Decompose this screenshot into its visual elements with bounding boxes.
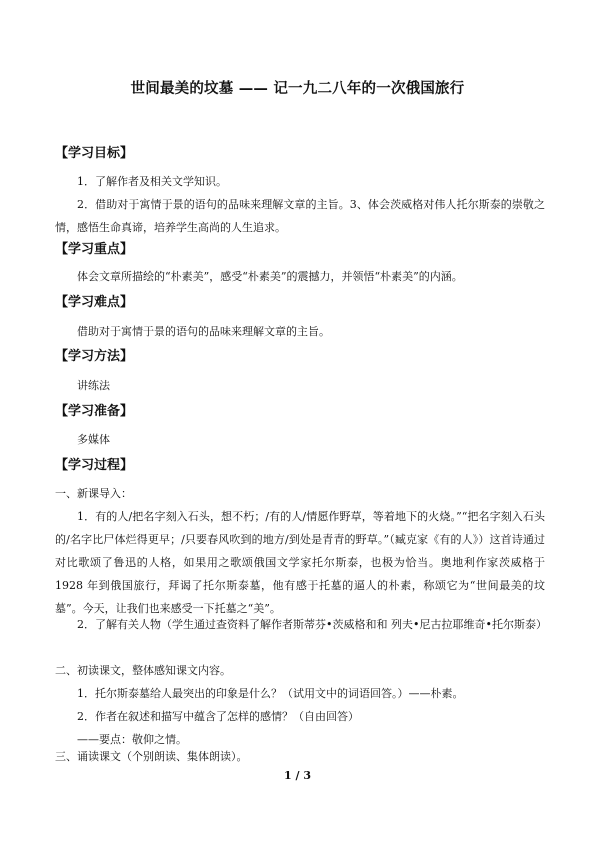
answer-2: ——要点：敬仰之情。 xyxy=(77,733,187,746)
method-text: 讲练法 xyxy=(77,379,110,392)
process-step-2: 二、初读课文，整体感知课文内容。 xyxy=(55,664,231,677)
process-item-2: 2．了解有关人物（学生通过查资料了解作者斯蒂芬•茨威格和和 列夫•尼古拉耶维奇•托尔斯泰） xyxy=(77,618,547,631)
heading-method: 【学习方法】 xyxy=(55,349,134,364)
heading-preparation: 【学习准备】 xyxy=(55,404,134,419)
heading-learning-goals: 【学习目标】 xyxy=(55,146,134,161)
process-item-1: 1．有的人/把名字刻入石头，想不朽；/有的人/情愿作野草，等着地下的火烧。”“把名字刻入石头的/名字比尸体烂得更早；/只要春风吹到的地方/到处是青青的野草。”（臧克家《有的人》）这首诗通过对比歌颂了鲁迅的人格，如果用之歌颂俄国文学家托尔斯泰，也极为恰当。奥地利作家茨威格于 1928 年到俄国旅行，拜谒了托尔斯泰墓，他有感于托墓的逼人的朴素，称颂它为“世间最美的坟墓”。今天，让我们也来感受一下托墓之“美”。 xyxy=(55,510,545,615)
key-points-text: 体会文章所描绘的“朴素美”，感受“朴素美”的震撼力，并领悟“朴素美”的内涵。 xyxy=(77,270,463,283)
preparation-text: 多媒体 xyxy=(77,433,110,446)
heading-process: 【学习过程】 xyxy=(55,458,134,473)
question-2: 2．作者在叙述和描写中蕴含了怎样的感情？（自由回答） xyxy=(77,710,359,723)
goals-item-2: 2．借助对于寓情于景的语句的品味来理解文章的主旨。3、体会茨威格对伟人托尔斯泰的崇敬之情，感悟生命真谛，培养学生高尚的人生追求。 xyxy=(55,198,545,234)
question-1: 1．托尔斯泰墓给人最突出的印象是什么？（试用文中的词语回答。）——朴素。 xyxy=(77,687,464,700)
process-intro: 一、新课导入： xyxy=(55,487,132,500)
goals-item-1: 1．了解作者及相关文学知识。 xyxy=(77,175,227,188)
process-step-3: 三、诵读课文（个别朗读、集体朗读）。 xyxy=(55,750,248,763)
heading-key-points: 【学习重点】 xyxy=(55,242,134,257)
difficulties-text: 借助对于寓情于景的语句的品味来理解文章的主旨。 xyxy=(77,325,330,338)
page-number: 1 / 3 xyxy=(284,769,311,782)
heading-difficulties: 【学习难点】 xyxy=(55,295,134,310)
document-title: 世间最美的坟墓 —— 记一九二八年的一次俄国旅行 xyxy=(130,81,465,97)
